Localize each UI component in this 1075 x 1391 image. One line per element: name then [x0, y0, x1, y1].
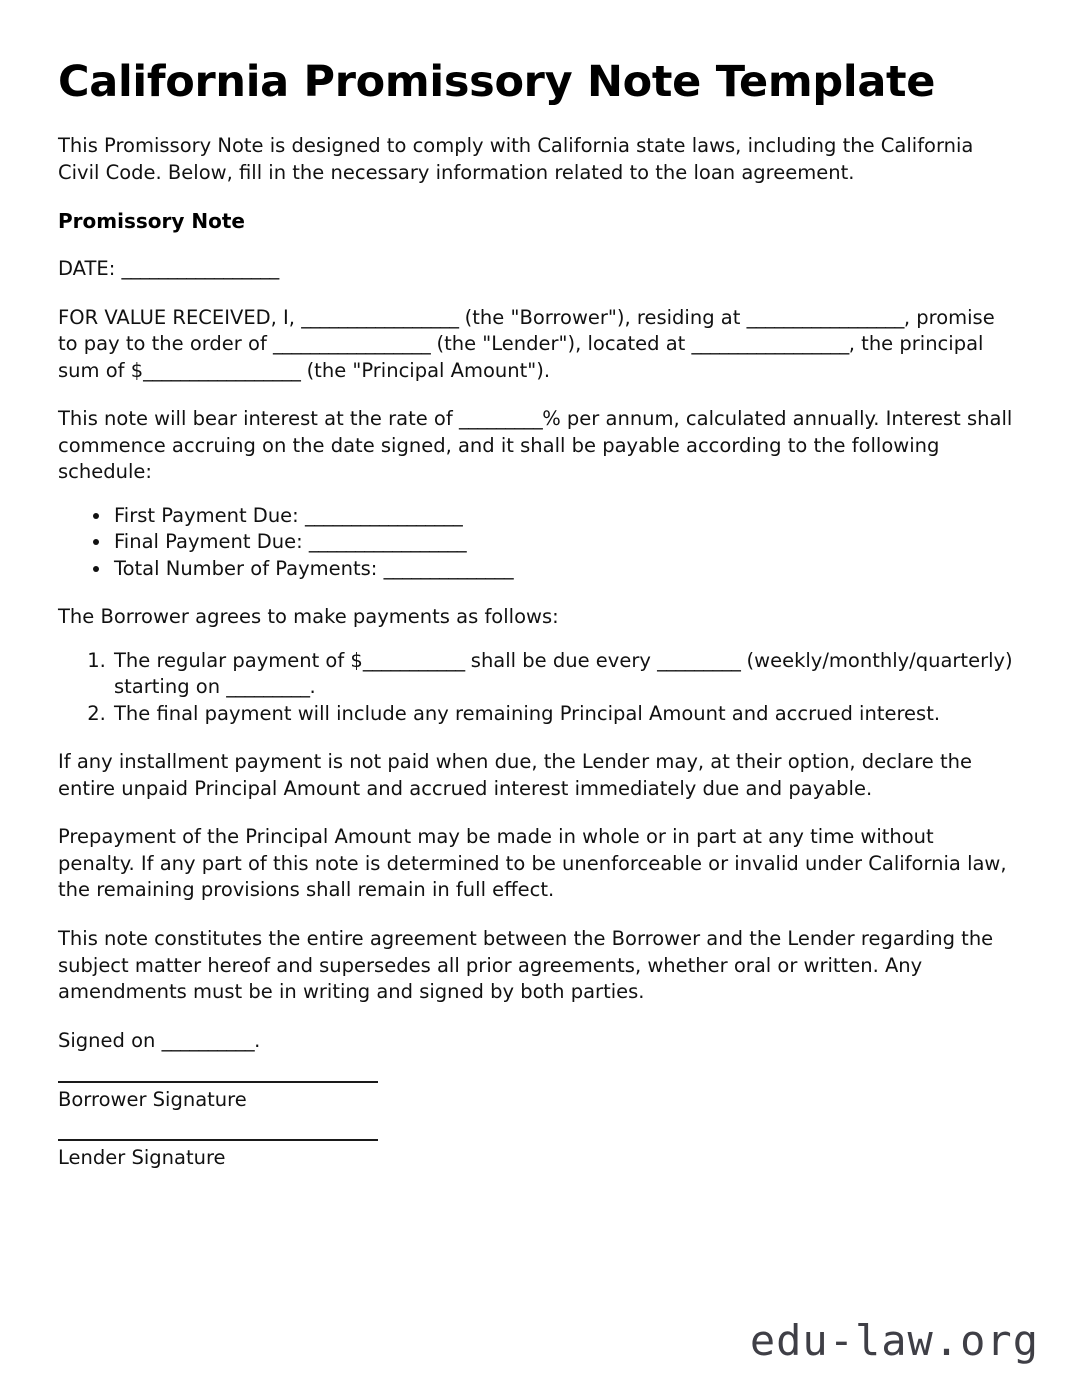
regular-payment-amount-blank[interactable]: ___________: [362, 648, 465, 672]
final-payment-due-blank[interactable]: _________________: [308, 530, 467, 554]
borrower-address-blank[interactable]: _________________: [746, 305, 904, 329]
document-page: [58, 0, 1013, 1391]
term-part4: .: [309, 675, 316, 699]
payment-frequency-blank[interactable]: _________: [657, 648, 741, 672]
entire-agreement-clause-paragraph: This note constitutes the entire agreement between the Borrower and the Lender regarding the subject matter hereof and supersedes all prior agreements, whether oral or written. Any amendments must be in writing and signed by both parties.: [58, 926, 994, 1004]
date-blank[interactable]: _________________: [121, 257, 279, 281]
term-part2: shall be due every: [464, 648, 658, 672]
signed-on-part1: Signed on: [58, 1028, 162, 1052]
interest-paragraph: [58, 406, 1013, 486]
list-item: [112, 556, 1013, 583]
term-part3: (weekly/monthly/quarterly) starting on: [114, 648, 1013, 699]
spacer: [58, 283, 1013, 305]
date-label: DATE:: [58, 257, 116, 281]
spacer: [58, 631, 1013, 648]
interest-rate-blank[interactable]: _________: [458, 407, 543, 431]
schedule-label: Total Number of Payments:: [114, 556, 378, 580]
value-received-paragraph: [58, 305, 1013, 385]
spacer: [58, 582, 1013, 604]
spacer: [58, 186, 1013, 208]
payments-intro-paragraph: The Borrower agrees to make payments as follows:: [58, 605, 559, 629]
signed-on-part2: .: [254, 1028, 261, 1052]
payment-schedule-list: [58, 503, 1013, 583]
total-number-payments-blank[interactable]: ______________: [383, 556, 514, 580]
list-item: [112, 503, 1013, 530]
borrower-name-blank[interactable]: _________________: [301, 305, 459, 329]
date-line: [58, 256, 1013, 283]
spacer: [58, 1054, 1013, 1081]
spacer: [58, 234, 1013, 256]
prepayment-clause-paragraph: Prepayment of the Principal Amount may be made in whole or in part at any time without penalty. If any part of this note is determined to be unenforceable or invalid under California law, the remaining provisions shall remain in full effect.: [58, 825, 1007, 902]
list-item: 2. The final payment will include any remaining Principal Amount and accrued interest.: [112, 701, 1013, 728]
lender-name-blank[interactable]: _________________: [273, 332, 431, 356]
spacer: [58, 802, 1013, 824]
value-received-part5: , the principal sum of $: [58, 332, 984, 382]
first-payment-due-blank[interactable]: _________________: [304, 503, 463, 527]
section-heading-promissory-note: Promissory Note: [58, 209, 245, 234]
schedule-label: First Payment Due:: [114, 503, 299, 527]
list-item: [112, 648, 1013, 701]
value-received-part2: (the "Borrower"), residing at: [464, 305, 741, 329]
spacer: [58, 1112, 1013, 1139]
spacer: [58, 106, 1013, 133]
lender-signature-block: [58, 1139, 1013, 1170]
spacer: [58, 727, 1013, 749]
borrower-signature-block: [58, 1081, 1013, 1112]
lender-address-blank[interactable]: _________________: [691, 332, 849, 356]
schedule-label: Final Payment Due:: [114, 530, 303, 554]
site-watermark: edu-law.org: [749, 1316, 1039, 1365]
term-part1: The regular payment of $: [114, 648, 363, 672]
intro-paragraph: This Promissory Note is designed to comply with California state laws, including the California Civil Code. Below, fill in the necessary information related to the loan agreement.: [58, 134, 974, 184]
spacer: [58, 904, 1013, 926]
interest-part1: This note will bear interest at the rate of: [58, 407, 453, 431]
signed-on-date-blank[interactable]: __________: [161, 1028, 255, 1052]
principal-amount-blank[interactable]: _________________: [143, 358, 301, 382]
spacer: [58, 486, 1013, 503]
interest-part2: % per annum, calculated annually. Interest shall commence accruing on the date signed, and it shall be payable according to the following schedule:: [58, 407, 1013, 484]
value-received-part4: (the "Lender"), located at: [436, 332, 686, 356]
value-received-part1: FOR VALUE RECEIVED, I,: [58, 305, 296, 329]
list-item: [112, 529, 1013, 556]
borrower-signature-label: Borrower Signature: [58, 1088, 247, 1112]
value-received-part6: (the "Principal Amount").: [306, 358, 551, 382]
signed-on-line: [58, 1028, 1013, 1055]
spacer: [58, 1006, 1013, 1028]
lender-signature-label: Lender Signature: [58, 1146, 226, 1170]
value-received-part3: , promise to pay to the order of: [58, 305, 995, 356]
payment-start-date-blank[interactable]: _________: [226, 675, 310, 699]
payment-terms-list: [58, 648, 1013, 728]
spacer: [58, 384, 1013, 406]
default-clause-paragraph: If any installment payment is not paid when due, the Lender may, at their option, declare the entire unpaid Principal Amount and accrued interest immediately due and payable.: [58, 750, 972, 800]
page-title: California Promissory Note Template: [58, 57, 936, 107]
